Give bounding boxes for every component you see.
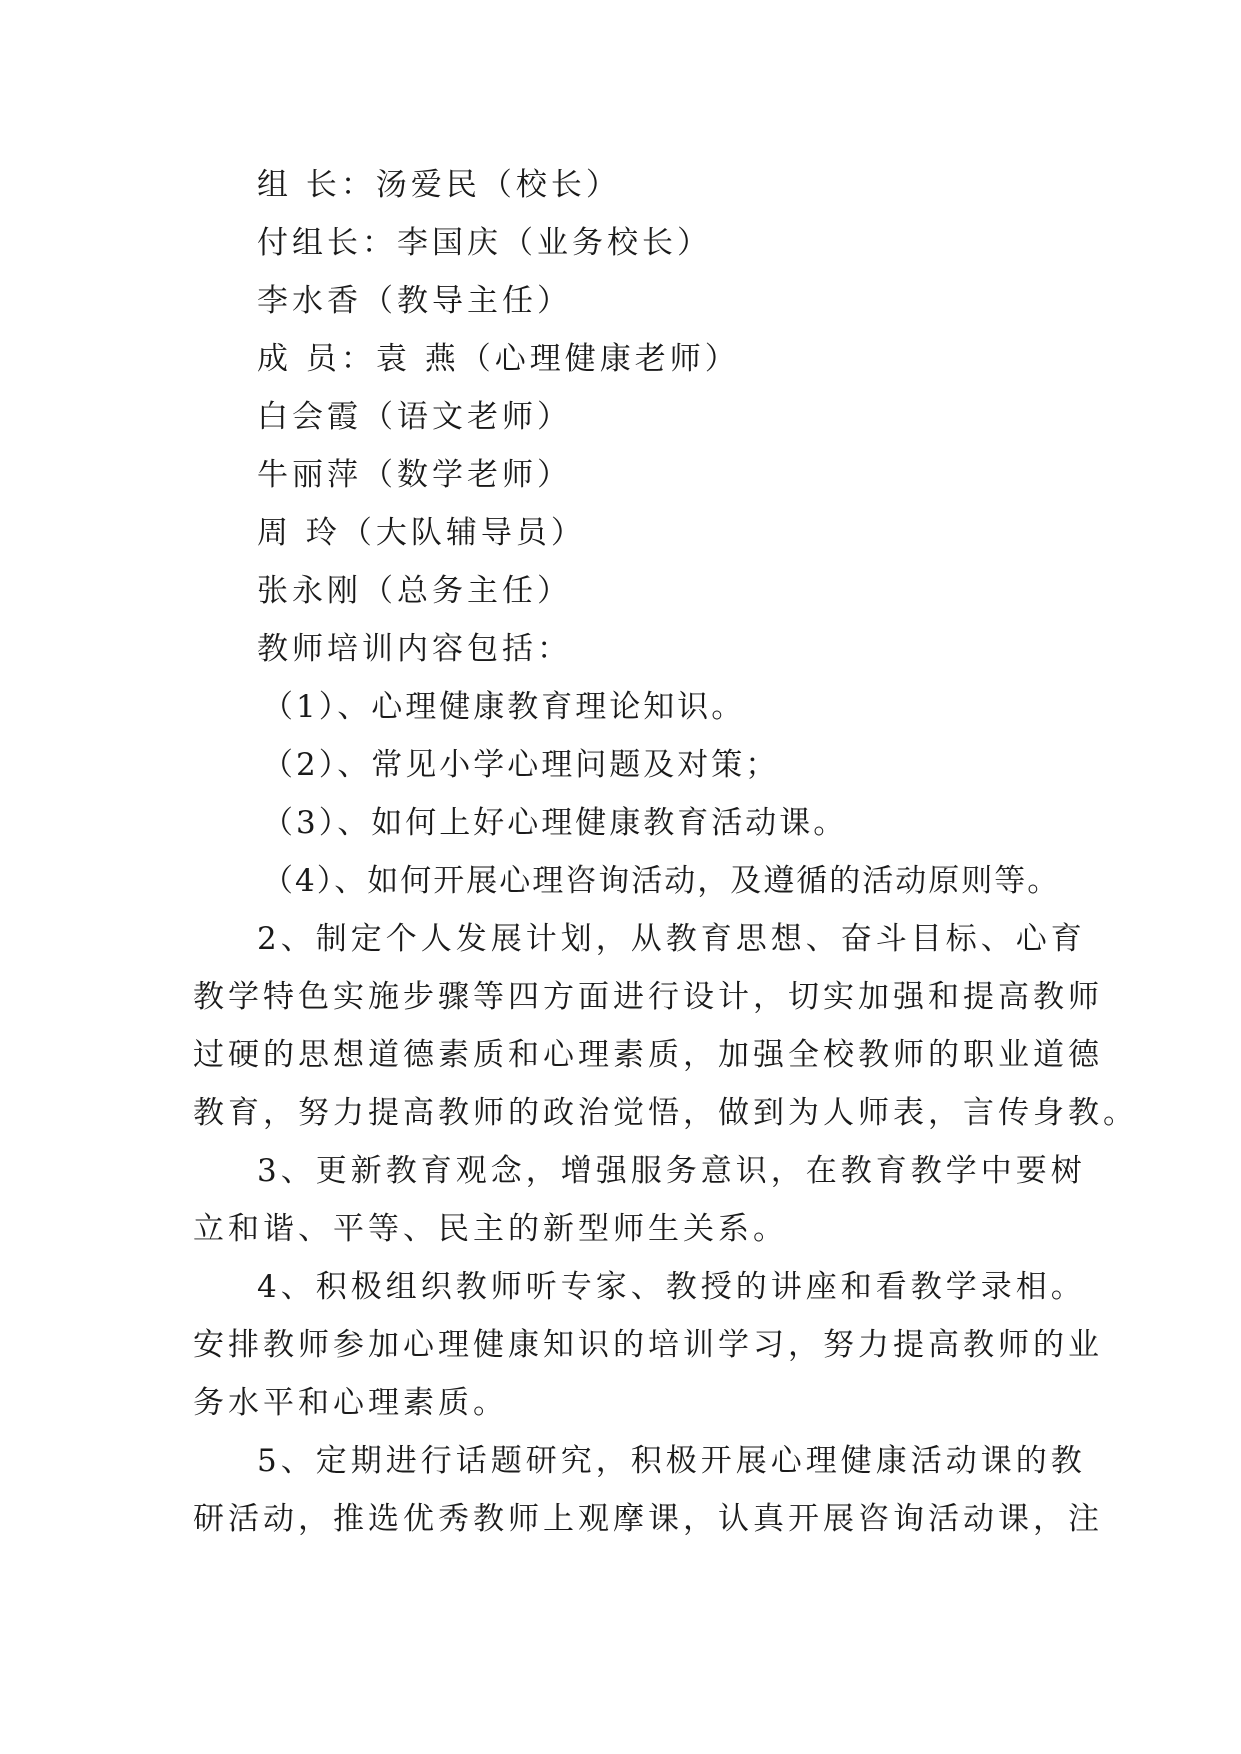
para4-line-3: 务水平和心理素质。: [193, 1385, 508, 1421]
roster-line-member-4: 周 玲（大队辅导员）: [257, 515, 586, 551]
training-item-3: （3）、如何上好心理健康教育活动课。: [262, 805, 848, 841]
para2-line-2: 教学特色实施步骤等四方面进行设计，切实加强和提高教师: [193, 979, 1103, 1015]
roster-line-deputy-2: 李水香（教导主任）: [257, 283, 572, 319]
para2-line-3: 过硬的思想道德素质和心理素质，加强全校教师的职业道德: [193, 1037, 1103, 1073]
training-heading: 教师培训内容包括：: [257, 631, 572, 667]
roster-line-member-3: 牛丽萍（数学老师）: [257, 457, 572, 493]
para2-line-1: 2、制定个人发展计划，从教育思想、奋斗目标、心育: [257, 921, 1086, 957]
training-item-1: （1）、心理健康教育理论知识。: [262, 689, 746, 725]
roster-line-member-5: 张永刚（总务主任）: [257, 573, 572, 609]
training-item-4: （4）、如何开展心理咨询活动，及遵循的活动原则等。: [262, 863, 1061, 899]
training-item-2: （2）、常见小学心理问题及对策；: [262, 747, 780, 783]
para4-line-2: 安排教师参加心理健康知识的培训学习，努力提高教师的业: [193, 1327, 1103, 1363]
roster-line-member-2: 白会霞（语文老师）: [257, 399, 572, 435]
roster-line-leader: 组 长：汤爱民（校长）: [257, 167, 621, 203]
para3-line-2: 立和谐、平等、民主的新型师生关系。: [193, 1211, 788, 1247]
roster-line-deputy: 付组长：李国庆（业务校长）: [257, 225, 712, 261]
para2-line-4: 教育，努力提高教师的政治觉悟，做到为人师表，言传身教。: [193, 1095, 1138, 1131]
para5-line-2: 研活动，推选优秀教师上观摩课，认真开展咨询活动课，注: [193, 1501, 1103, 1537]
para5-line-1: 5、定期进行话题研究，积极开展心理健康活动课的教: [257, 1443, 1086, 1479]
roster-line-members: 成 员：袁 燕（心理健康老师）: [257, 341, 740, 377]
para3-line-1: 3、更新教育观念，增强服务意识，在教育教学中要树: [257, 1153, 1086, 1189]
para4-line-1: 4、积极组织教师听专家、教授的讲座和看教学录相。: [257, 1269, 1086, 1305]
